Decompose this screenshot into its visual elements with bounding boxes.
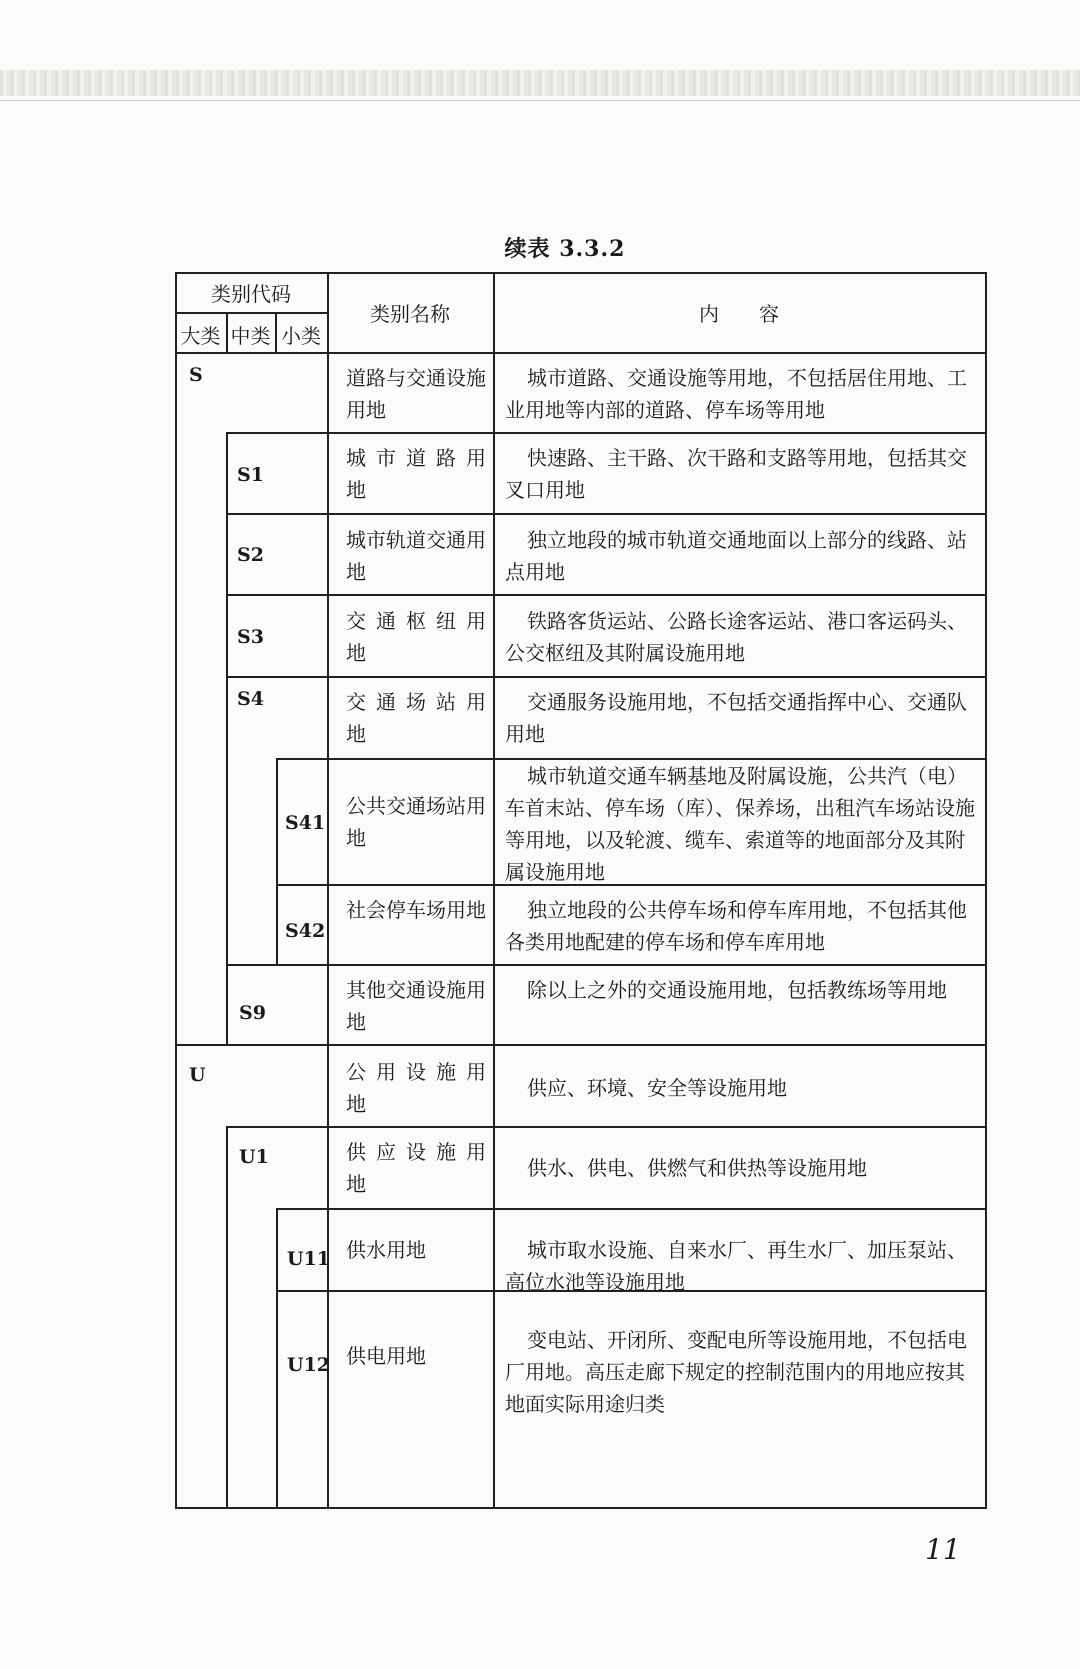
code-major: U	[189, 1064, 206, 1086]
code-medium: S3	[237, 626, 264, 648]
land-use-classification-table	[175, 272, 987, 1509]
table-border-bottom	[175, 1507, 987, 1509]
category-name: 社会停车场用地	[346, 898, 486, 922]
category-name: 城市轨道交通用地	[346, 528, 486, 584]
category-content: 变电站、开闭所、变配电所等设施用地，不包括电厂用地。高压走廊下规定的控制范围内的用地应按其地面实际用途归类	[505, 1328, 967, 1416]
row-separator	[277, 1208, 987, 1210]
row-separator	[227, 432, 987, 434]
table-border-left	[175, 272, 177, 1509]
row-separator	[175, 1044, 987, 1046]
row-separator	[227, 676, 987, 678]
header-minor: 小类	[281, 324, 321, 348]
page-number: 11	[925, 1533, 961, 1566]
header-content: 内 容	[699, 302, 779, 326]
category-name: 供 应 设 施 用地	[346, 1140, 486, 1196]
category-content: 除以上之外的交通设施用地，包括教练场等用地	[527, 978, 947, 1002]
category-content: 独立地段的城市轨道交通地面以上部分的线路、站点用地	[505, 528, 967, 584]
row-separator	[227, 594, 987, 596]
header-name: 类别名称	[370, 302, 450, 326]
category-content: 城市轨道交通车辆基地及附属设施，公共汽（电）车首末站、停车场（库）、保养场，出租汽车场站设施等用地，以及轮渡、缆车、索道等的地面部分及其附属设施用地	[505, 764, 975, 884]
table-caption: 续表 3.3.2	[504, 236, 626, 262]
header-major: 大类	[180, 324, 221, 348]
header-bottom-rule	[175, 352, 987, 354]
tree-rule-minor	[276, 758, 278, 964]
category-content: 铁路客货运站、公路长途客运站、港口客运码头、公交枢纽及其附属设施用地	[505, 609, 967, 665]
row-separator	[227, 513, 987, 515]
row-separator	[227, 964, 987, 966]
category-content: 供应、环境、安全等设施用地	[527, 1076, 787, 1100]
code-major: S	[189, 364, 203, 386]
tree-rule-medium	[226, 432, 228, 1044]
category-name: 交 通 枢 纽 用地	[346, 609, 486, 665]
content-column-rule	[493, 272, 495, 1509]
header-code-group: 类别代码	[211, 282, 291, 306]
category-name: 公共交通场站用地	[346, 794, 486, 850]
category-content: 城市取水设施、自来水厂、再生水厂、加压泵站、高位水池等设施用地	[505, 1238, 967, 1294]
category-content: 独立地段的公共停车场和停车库用地，不包括其他各类用地配建的停车场和停车库用地	[505, 898, 967, 954]
category-name: 公 用 设 施 用地	[346, 1060, 486, 1116]
header-divider	[175, 312, 327, 314]
category-name: 交 通 场 站 用地	[346, 690, 486, 746]
category-content: 城市道路、交通设施等用地，不包括居住用地、工业用地等内部的道路、停车场等用地	[505, 366, 967, 422]
scan-artifact-line	[0, 100, 1080, 101]
row-separator	[227, 1126, 987, 1128]
header-medium: 中类	[230, 324, 271, 348]
category-content: 快速路、主干路、次干路和支路等用地，包括其交叉口用地	[505, 446, 967, 502]
code-minor: S42	[285, 920, 326, 942]
category-name: 供电用地	[346, 1344, 426, 1368]
code-medium: S1	[237, 464, 264, 486]
tree-rule-minor	[276, 1208, 278, 1509]
code-medium: S4	[237, 688, 264, 710]
code-medium: U1	[239, 1146, 269, 1168]
category-name: 其他交通设施用地	[346, 978, 486, 1034]
code-medium: S2	[237, 544, 264, 566]
name-column-rule	[327, 272, 329, 1509]
code-medium: S9	[239, 1002, 266, 1024]
table-border-top	[175, 272, 987, 274]
category-content: 供水、供电、供燃气和供热等设施用地	[527, 1156, 867, 1180]
code-minor: U11	[287, 1248, 331, 1270]
code-minor: S41	[285, 812, 326, 834]
category-name: 供水用地	[346, 1238, 426, 1262]
scan-artifact-band	[0, 70, 1080, 96]
table-border-right	[985, 272, 987, 1509]
category-content: 交通服务设施用地，不包括交通指挥中心、交通队用地	[505, 690, 967, 746]
category-name: 道路与交通设施用地	[346, 366, 486, 422]
code-minor: U12	[287, 1354, 331, 1376]
category-name: 城 市 道 路 用地	[346, 446, 486, 502]
tree-rule-medium	[226, 1126, 228, 1509]
